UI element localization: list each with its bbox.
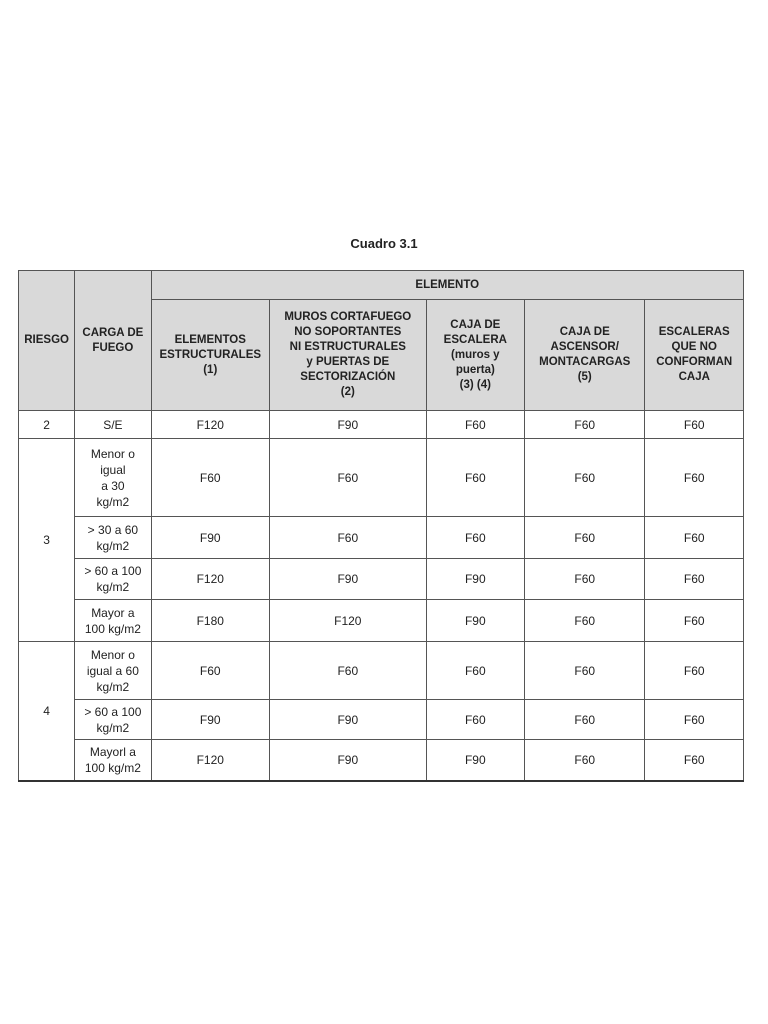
table-row bbox=[19, 600, 744, 642]
value-cell: F60 bbox=[525, 411, 645, 439]
header-elementos-estructurales: ELEMENTOS ESTRUCTURALES (1) bbox=[151, 300, 269, 411]
carga-cell: > 30 a 60 kg/m2 bbox=[75, 517, 151, 559]
riesgo-cell: 3 bbox=[19, 439, 75, 642]
value-cell: F60 bbox=[645, 559, 744, 600]
value-cell: F60 bbox=[645, 740, 744, 781]
table-row bbox=[19, 642, 744, 700]
value-cell: F60 bbox=[525, 517, 645, 559]
value-cell: F60 bbox=[426, 411, 524, 439]
value-cell: F60 bbox=[525, 439, 645, 517]
value-cell: F90 bbox=[426, 559, 524, 600]
value-cell: F60 bbox=[426, 642, 524, 700]
carga-cell: Menor o igual a 60 kg/m2 bbox=[75, 642, 151, 700]
table-row bbox=[19, 439, 744, 517]
value-cell: F60 bbox=[525, 600, 645, 642]
value-cell: F60 bbox=[269, 642, 426, 700]
value-cell: F60 bbox=[645, 700, 744, 740]
value-cell: F60 bbox=[645, 411, 744, 439]
table-caption: Cuadro 3.1 bbox=[350, 236, 418, 251]
riesgo-cell: 2 bbox=[19, 411, 75, 439]
table-row bbox=[19, 740, 744, 781]
value-cell: F60 bbox=[426, 439, 524, 517]
header-riesgo: RIESGO bbox=[19, 271, 75, 411]
value-cell: F60 bbox=[151, 642, 269, 700]
table-row bbox=[19, 411, 744, 439]
header-caja-escalera: CAJA DE ESCALERA (muros y puerta) (3) (4) bbox=[426, 300, 524, 411]
value-cell: F120 bbox=[151, 411, 269, 439]
value-cell: F60 bbox=[426, 700, 524, 740]
value-cell: F90 bbox=[269, 740, 426, 781]
table-row bbox=[19, 517, 744, 559]
table-row bbox=[19, 559, 744, 600]
value-cell: F60 bbox=[525, 642, 645, 700]
value-cell: F60 bbox=[151, 439, 269, 517]
table-row bbox=[19, 700, 744, 740]
value-cell: F120 bbox=[151, 740, 269, 781]
riesgo-cell: 4 bbox=[19, 642, 75, 781]
value-cell: F120 bbox=[151, 559, 269, 600]
value-cell: F60 bbox=[645, 642, 744, 700]
value-cell: F60 bbox=[525, 740, 645, 781]
value-cell: F60 bbox=[645, 600, 744, 642]
value-cell: F60 bbox=[426, 517, 524, 559]
value-cell: F90 bbox=[426, 740, 524, 781]
carga-cell: Mayorl a 100 kg/m2 bbox=[75, 740, 151, 781]
value-cell: F60 bbox=[525, 559, 645, 600]
value-cell: F60 bbox=[525, 700, 645, 740]
header-carga-de-fuego: CARGA DE FUEGO bbox=[75, 271, 151, 411]
header-caja-ascensor: CAJA DE ASCENSOR/ MONTACARGAS (5) bbox=[525, 300, 645, 411]
value-cell: F60 bbox=[645, 517, 744, 559]
carga-cell: > 60 a 100 kg/m2 bbox=[75, 700, 151, 740]
header-elemento: ELEMENTO bbox=[151, 271, 743, 300]
carga-cell: > 60 a 100 kg/m2 bbox=[75, 559, 151, 600]
value-cell: F60 bbox=[269, 439, 426, 517]
value-cell: F90 bbox=[269, 559, 426, 600]
value-cell: F90 bbox=[151, 700, 269, 740]
carga-cell: Menor o igual a 30 kg/m2 bbox=[75, 439, 151, 517]
carga-cell: Mayor a 100 kg/m2 bbox=[75, 600, 151, 642]
header-muros-cortafuego: MUROS CORTAFUEGO NO SOPORTANTES NI ESTRUCTURALES y PUERTAS DE SECTORIZACIÓN (2) bbox=[269, 300, 426, 411]
value-cell: F60 bbox=[645, 439, 744, 517]
header-escaleras-no-caja: ESCALERAS QUE NO CONFORMAN CAJA bbox=[645, 300, 744, 411]
value-cell: F90 bbox=[269, 700, 426, 740]
value-cell: F90 bbox=[151, 517, 269, 559]
carga-cell: S/E bbox=[75, 411, 151, 439]
fire-resistance-table bbox=[18, 270, 744, 782]
value-cell: F120 bbox=[269, 600, 426, 642]
value-cell: F180 bbox=[151, 600, 269, 642]
value-cell: F90 bbox=[426, 600, 524, 642]
value-cell: F90 bbox=[269, 411, 426, 439]
value-cell: F60 bbox=[269, 517, 426, 559]
